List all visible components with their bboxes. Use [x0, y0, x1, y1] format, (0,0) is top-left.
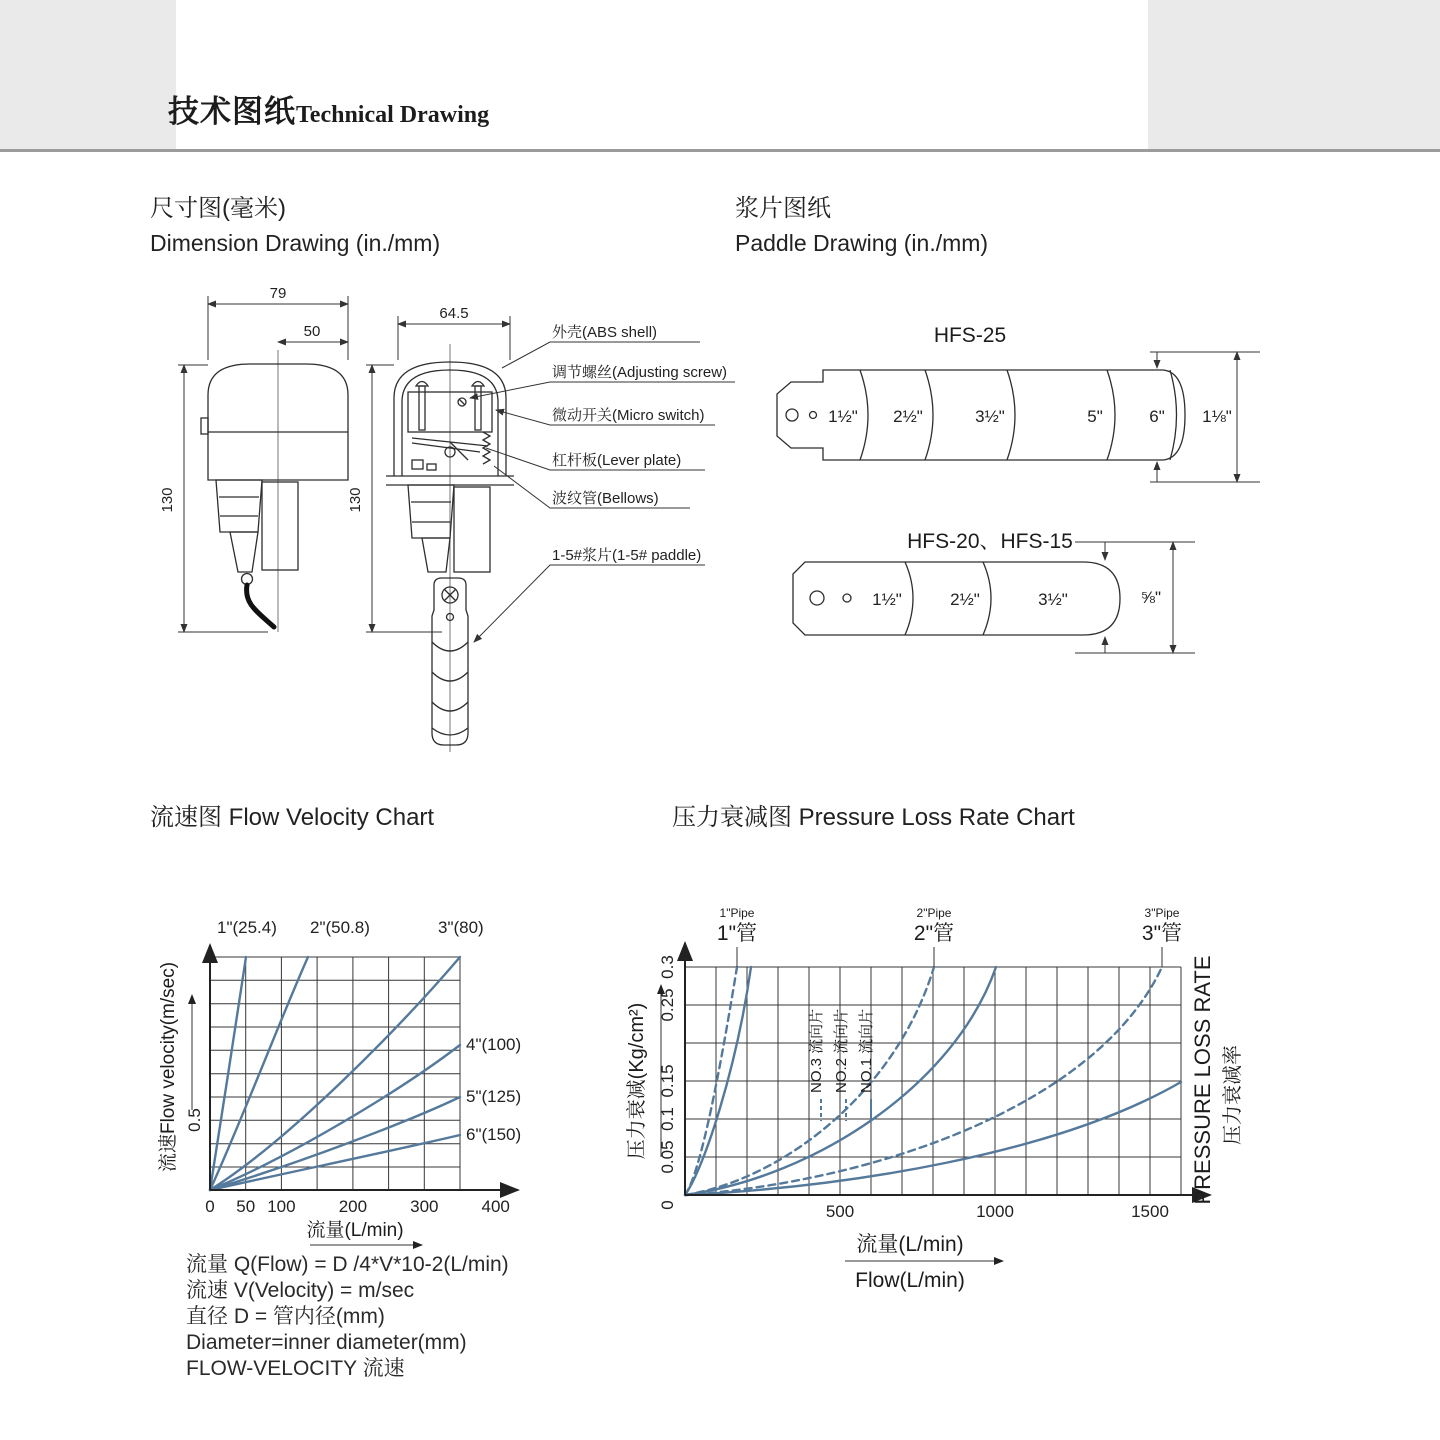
- pressure-loss-chart: [625, 885, 1275, 1330]
- dimension-title-en: Dimension Drawing (in./mm): [150, 230, 441, 256]
- svg-text:300: 300: [410, 1197, 439, 1216]
- pressure-chart-title: 压力衰减图 Pressure Loss Rate Chart: [672, 804, 1075, 831]
- page-margin-right: [1148, 0, 1440, 150]
- callout-lever-plate: 杠杆板(Lever plate): [552, 452, 682, 469]
- legend-no3: NO.3 流向片: [808, 1008, 825, 1093]
- pressure-grid: [685, 967, 1181, 1195]
- legend-no2: NO.2 流向片: [833, 1008, 850, 1093]
- flow-velocity-chart: [160, 895, 590, 1260]
- velocity-x-ticks: [205, 1197, 510, 1216]
- svg-text:0.1: 0.1: [658, 1107, 677, 1131]
- dim-79: 79: [269, 285, 287, 302]
- formula-block: [186, 1252, 509, 1382]
- svg-text:1000: 1000: [976, 1202, 1014, 1221]
- dim-64-5: 64.5: [439, 305, 469, 322]
- page-header: [168, 86, 489, 131]
- formula-velocity: 流速 V(Velocity) = m/sec: [186, 1279, 415, 1302]
- svg-text:400: 400: [481, 1197, 510, 1216]
- hfs25-seg-3: 3½": [975, 407, 1005, 426]
- callout-paddle: 1-5#浆片(1-5# paddle): [552, 547, 702, 564]
- pressure-y-axis-label: 压力衰减(Kg/cm²): [626, 1002, 648, 1160]
- formula-flow: 流量 Q(Flow) = D /4*V*10-2(L/min): [186, 1253, 509, 1276]
- hfs25-seg-2: 2½": [893, 407, 923, 426]
- svg-text:0.3: 0.3: [658, 955, 677, 979]
- paddle-hfs25: [777, 324, 1260, 482]
- hfs20-seg-3: 3½": [1038, 590, 1068, 609]
- pressure-x-axis-label-en: Flow(L/min): [855, 1269, 965, 1292]
- hfs20-seg-2: 2½": [950, 590, 980, 609]
- callout-adjusting-screw: 调节螺丝(Adjusting screw): [552, 364, 728, 381]
- page-title-en: Technical Drawing: [296, 102, 490, 128]
- dimension-section-title: [150, 192, 440, 260]
- callout-abs-shell: 外壳(ABS shell): [552, 324, 658, 341]
- svg-text:0: 0: [658, 1200, 677, 1210]
- line-label-2in: 2"(50.8): [310, 918, 370, 937]
- flow-switch-section-view: [347, 305, 514, 752]
- hfs25-seg-4: 5": [1087, 407, 1103, 426]
- dim-50: 50: [303, 323, 321, 340]
- formula-diameter-zh: 直径 D = 管内径(mm): [186, 1305, 385, 1328]
- hfs25-seg-1: 1½": [828, 407, 858, 426]
- line-label-3in: 3"(80): [438, 918, 484, 937]
- svg-text:0.05: 0.05: [658, 1140, 677, 1174]
- pipe1-zh: 1"管: [716, 922, 758, 945]
- velocity-x-axis-label: 流量(L/min): [306, 1220, 404, 1241]
- line-label-4in: 4"(100): [466, 1035, 522, 1054]
- svg-text:100: 100: [267, 1197, 296, 1216]
- pressure-right-label-en: PRESSURE LOSS RATE: [1190, 955, 1215, 1205]
- dim-130-left: 130: [159, 487, 176, 513]
- dimension-title-zh: 尺寸图(毫米): [150, 195, 286, 222]
- dim-130-mid: 130: [347, 487, 364, 513]
- hfs20-15-height: ⅝": [1140, 588, 1161, 607]
- pipe1-en: 1"Pipe: [719, 906, 755, 920]
- paddle-section-title: [735, 192, 988, 260]
- paddle-title-zh: 浆片图纸: [735, 195, 831, 222]
- hfs25-height: 1⅛": [1202, 407, 1232, 426]
- pressure-x-ticks: [826, 1202, 1169, 1221]
- dimension-drawing: [150, 280, 770, 785]
- hfs20-seg-1: 1½": [872, 590, 902, 609]
- pressure-x-axis-label-zh: 流量(L/min): [856, 1233, 964, 1256]
- hfs20-15-title: HFS-20、HFS-15: [907, 530, 1073, 553]
- line-label-6in: 6"(150): [466, 1125, 522, 1144]
- svg-text:200: 200: [338, 1197, 368, 1216]
- pressure-right-label-zh: 压力衰减率: [1222, 1045, 1244, 1145]
- flow-switch-side-view: [159, 285, 348, 632]
- header-rule: [0, 149, 1440, 152]
- svg-text:500: 500: [825, 1202, 855, 1221]
- velocity-y-axis-label: 流速Flow velocity(m/sec): [158, 961, 179, 1173]
- svg-text:0.15: 0.15: [658, 1064, 677, 1098]
- svg-text:1500: 1500: [1131, 1202, 1169, 1221]
- velocity-y-tick-05: 0.5: [185, 1108, 204, 1132]
- paddle-title-en: Paddle Drawing (in./mm): [735, 230, 989, 256]
- line-label-5in: 5"(125): [466, 1087, 522, 1106]
- paddle-hfs20-15: [793, 530, 1195, 653]
- paddle-drawing: [765, 310, 1280, 710]
- callout-micro-switch: 微动开关(Micro switch): [552, 407, 705, 424]
- pressure-legend: [807, 1009, 875, 1121]
- formula-flow-velocity: FLOW-VELOCITY 流速: [186, 1357, 405, 1380]
- formula-diameter-en: Diameter=inner diameter(mm): [186, 1331, 467, 1354]
- svg-text:0: 0: [205, 1197, 215, 1216]
- page-title-zh: 技术图纸: [168, 94, 296, 129]
- velocity-chart-title: 流速图 Flow Velocity Chart: [150, 804, 435, 831]
- svg-text:50: 50: [236, 1197, 256, 1216]
- callout-labels: [470, 323, 735, 642]
- pipe2-zh: 2"管: [913, 922, 955, 945]
- page-margin-left: [0, 0, 176, 150]
- pipe3-en: 3"Pipe: [1144, 906, 1180, 920]
- pipe2-en: 2"Pipe: [916, 906, 952, 920]
- hfs25-seg-5: 6": [1149, 407, 1165, 426]
- cable: [247, 585, 274, 627]
- pipe-labels: [717, 906, 1182, 967]
- pipe3-zh: 3"管: [1141, 922, 1183, 945]
- line-label-1in: 1"(25.4): [217, 918, 277, 937]
- callout-bellows: 波纹管(Bellows): [552, 490, 659, 507]
- legend-no1: NO.1 流向片: [858, 1008, 875, 1093]
- hfs25-title: HFS-25: [933, 324, 1007, 347]
- svg-text:0.25: 0.25: [658, 988, 677, 1022]
